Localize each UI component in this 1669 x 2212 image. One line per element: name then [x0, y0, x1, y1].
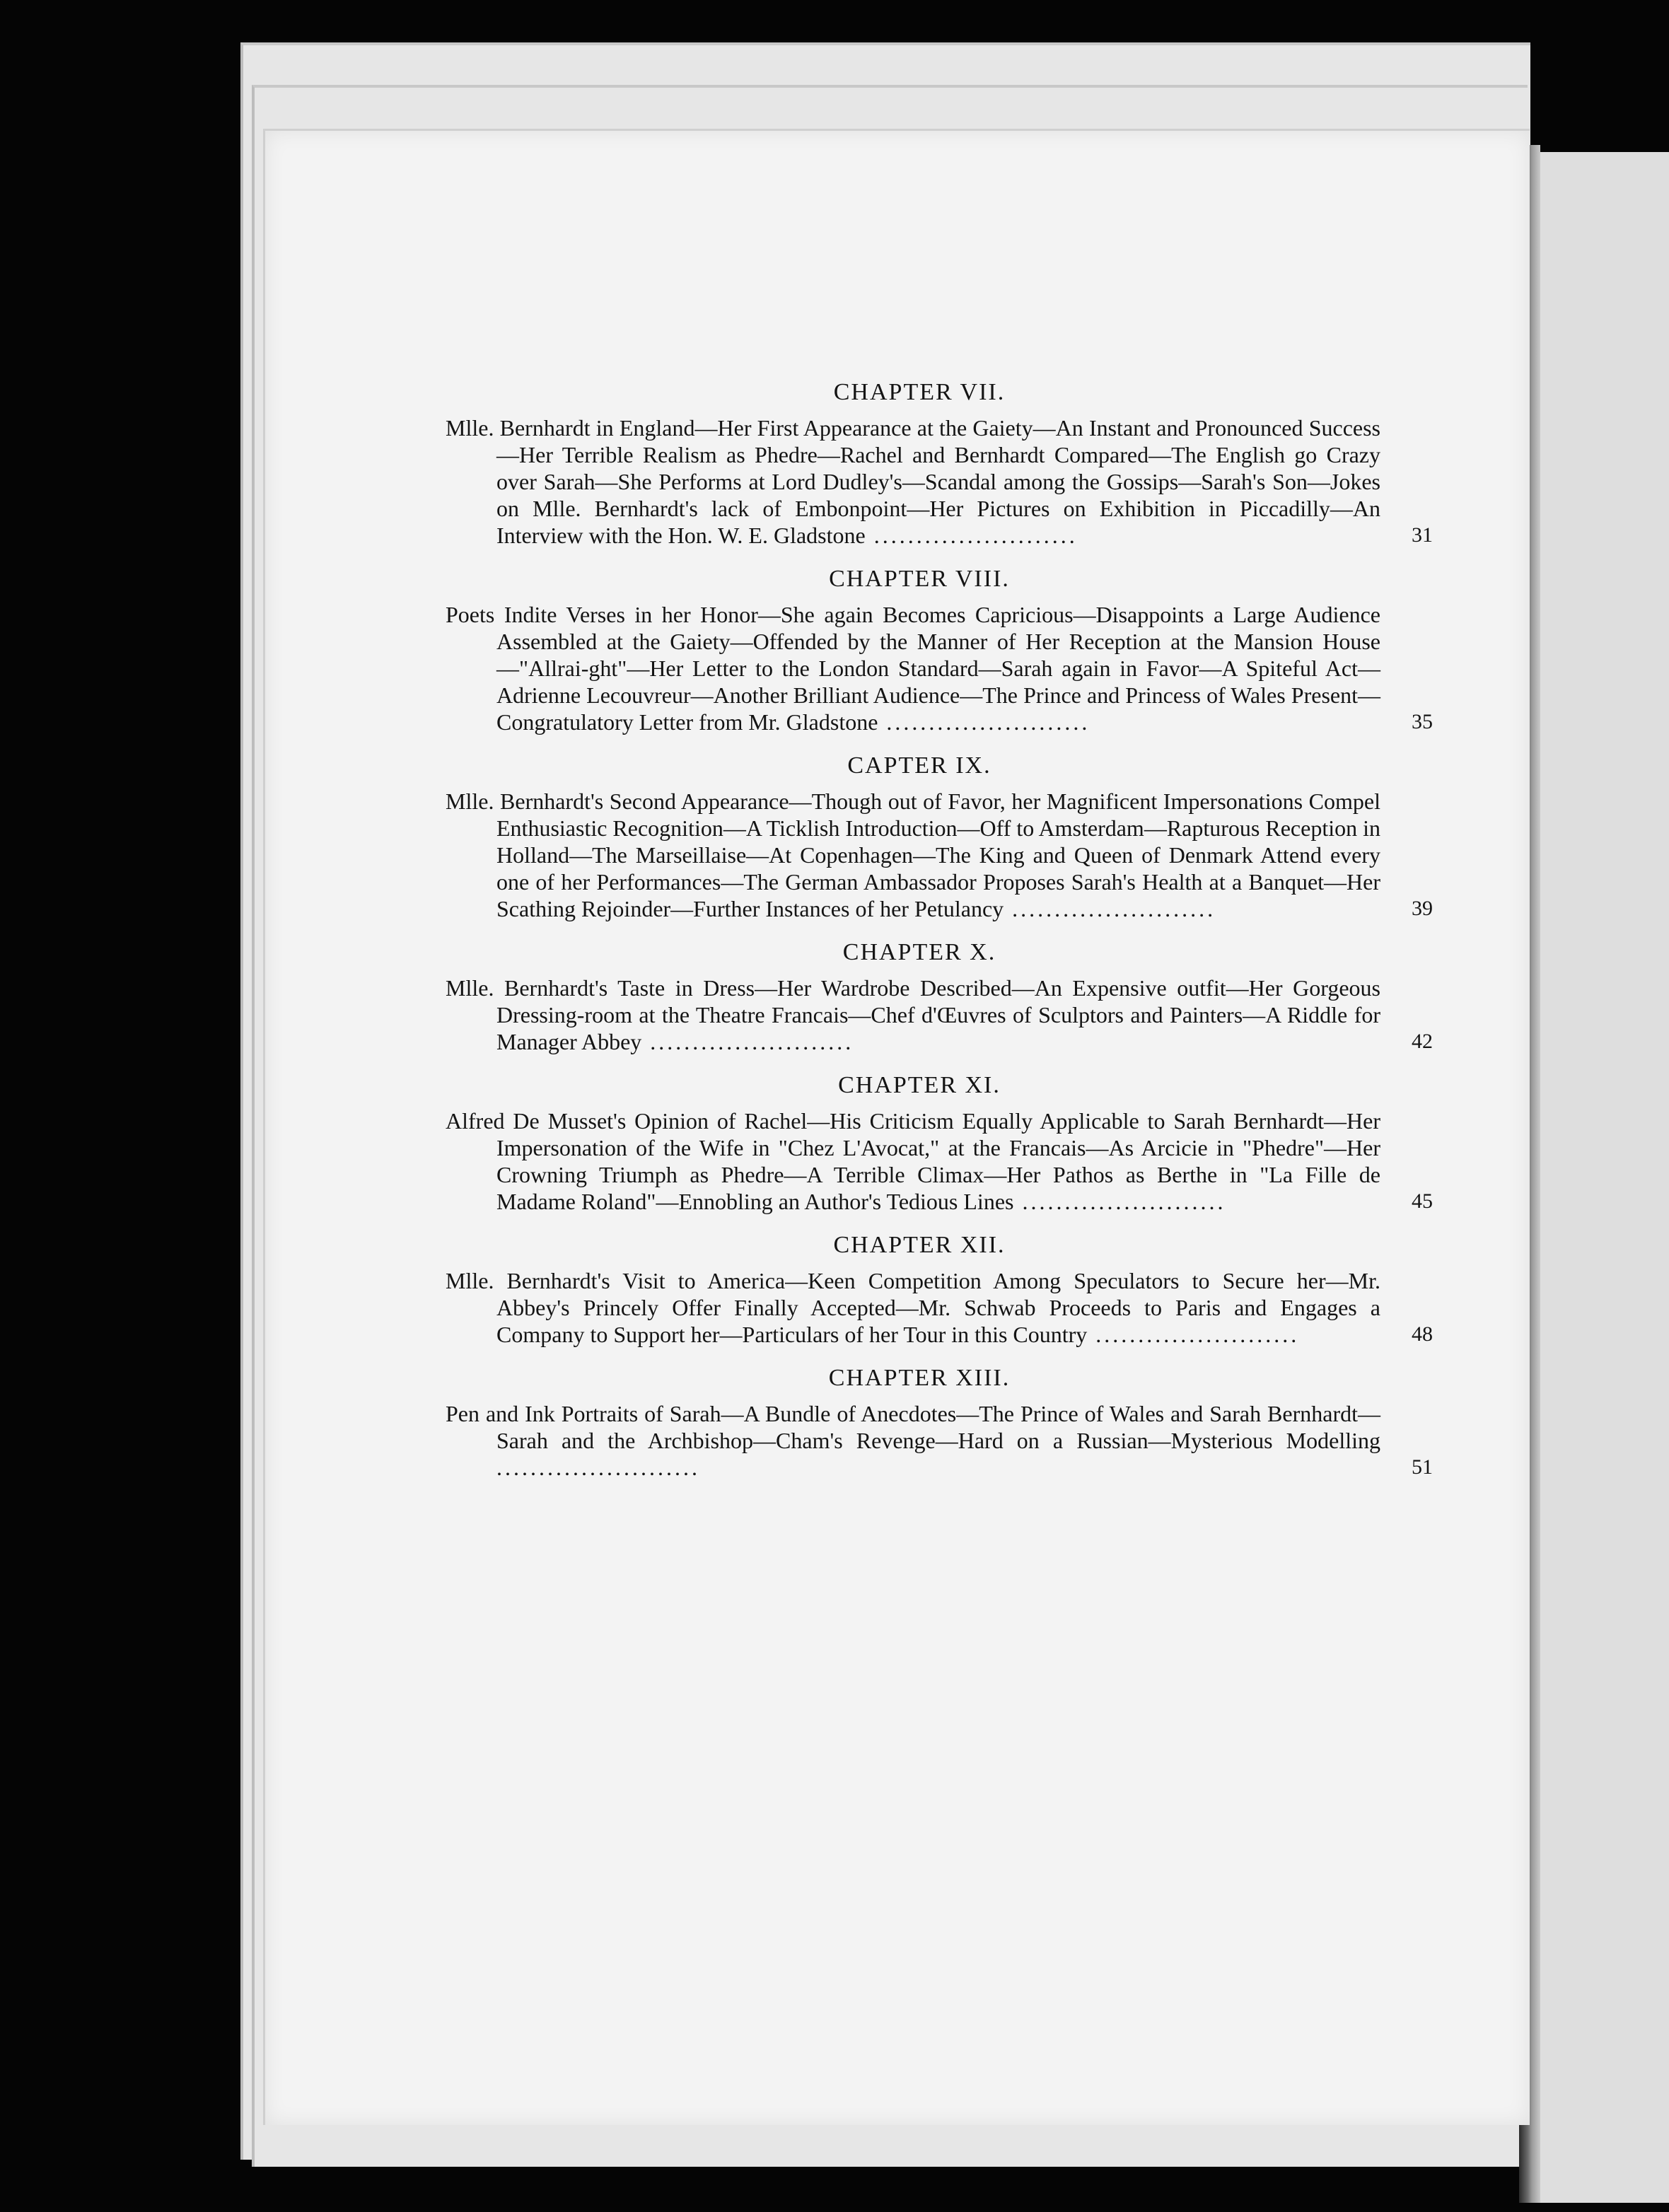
toc-chapter: [446, 936, 1436, 1055]
chapter-title: CHAPTER VIII.: [829, 566, 1010, 592]
chapter-entry: [446, 1267, 1436, 1348]
page-number: 39: [1412, 897, 1433, 920]
leader-dots: ........................: [496, 1455, 700, 1480]
toc-chapter: [446, 563, 1436, 735]
chapter-entry: [446, 601, 1436, 735]
page-number: 45: [1412, 1189, 1433, 1213]
chapter-summary: Alfred De Musset's Opinion of Rachel—His Criticism Equally Applicable to Sarah Bernhardt—Her Impersonation of the Wife in "Chez L'Avocat," at the Francais—As Arcicie in "Phedre"—Her Crowning Triumph as Phedre—A Terrible Climax—Her Pathos as Berthe in "La Fille de Madame Roland"—Ennobling an Author's Tedious Lines ........................: [446, 1108, 1380, 1214]
leader-dots: ........................: [1004, 896, 1216, 921]
toc-chapter: [446, 1362, 1436, 1481]
leader-dots: ........................: [1013, 1189, 1226, 1214]
table-of-contents: [446, 376, 1436, 1495]
leader-dots: ........................: [865, 523, 1078, 548]
facing-page: [1540, 152, 1669, 2203]
chapter-summary: Poets Indite Verses in her Honor—She again Becomes Capricious—Disappoints a Large Audience Assembled at the Gaiety—Offended by the Manner of Her Reception at the Mansion House—"Allrai-ght"—Her Letter to the London Standard—Sarah again in Favor—A Spiteful Act—Adrienne Lecouvreur—Another Brilliant Audience—The Prince and Princess of Wales Present—Congratulatory Letter from Mr. Gladstone ........................: [446, 602, 1380, 735]
toc-chapter: [446, 750, 1436, 922]
chapter-title: CHAPTER XIII.: [828, 1365, 1011, 1391]
chapter-title: CHAPTER VII.: [833, 379, 1006, 405]
chapter-summary: Mlle. Bernhardt in England—Her First Appearance at the Gaiety—An Instant and Pronounced Success—Her Terrible Realism as Phedre—Rachel and Bernhardt Compared—The English go Crazy over Sarah—She Performs at Lord Dudley's—Scandal among the Gossips—Sarah's Son—Jokes on Mlle. Bernhardt's lack of Embonpoint—Her Pictures on Exhibition in Piccadilly—An Interview with the Hon. W. E. Gladstone ........................: [446, 415, 1380, 548]
toc-chapter: [446, 376, 1436, 549]
page-number: 48: [1412, 1322, 1433, 1346]
toc-chapter: [446, 1229, 1436, 1348]
chapter-entry: [446, 788, 1436, 922]
chapter-title: CHAPTER X.: [842, 939, 996, 965]
page-number: 51: [1412, 1455, 1433, 1479]
chapter-summary: Mlle. Bernhardt's Taste in Dress—Her Wardrobe Described—An Expensive outfit—Her Gorgeous Dressing-room at the Theatre Francais—Chef d'Œuvres of Sculptors and Painters—A Riddle for Manager Abbey ........................: [446, 975, 1380, 1054]
chapter-entry: [446, 974, 1436, 1055]
page-number: 31: [1412, 523, 1433, 547]
chapter-summary: Mlle. Bernhardt's Second Appearance—Though out of Favor, her Magnificent Impersonations Compel Enthusiastic Recognition—A Ticklish Introduction—Off to Amsterdam—Rapturous Reception in Holland—The Marseillaise—At Copenhagen—The King and Queen of Denmark Attend every one of her Performances—The German Ambassador Proposes Sarah's Health at a Banquet—Her Scathing Rejoinder—Further Instances of her Petulancy ........................: [446, 788, 1380, 921]
chapter-entry: [446, 1400, 1436, 1481]
chapter-title: CAPTER IX.: [847, 752, 991, 779]
chapter-entry: [446, 1107, 1436, 1215]
page-number: 35: [1412, 710, 1433, 733]
leader-dots: ........................: [878, 709, 1091, 735]
chapter-summary: Mlle. Bernhardt's Visit to America—Keen Competition Among Speculators to Secure her—Mr. Abbey's Princely Offer Finally Accepted—Mr. Schwab Proceeds to Paris and Engages a Company to Support her—Particulars of her Tour in this Country ........................: [446, 1268, 1380, 1347]
leader-dots: ........................: [1087, 1322, 1300, 1347]
chapter-title: CHAPTER XI.: [838, 1072, 1001, 1098]
page-number: 42: [1412, 1030, 1433, 1053]
chapter-title: CHAPTER XII.: [833, 1232, 1006, 1258]
chapter-summary: Pen and Ink Portraits of Sarah—A Bundle of Anecdotes—The Prince of Wales and Sarah Bernhardt—Sarah and the Archbishop—Cham's Revenge—Hard on a Russian—Mysterious Modelling ........................: [446, 1401, 1380, 1480]
chapter-entry: [446, 414, 1436, 549]
toc-chapter: [446, 1069, 1436, 1215]
leader-dots: ........................: [641, 1029, 854, 1054]
